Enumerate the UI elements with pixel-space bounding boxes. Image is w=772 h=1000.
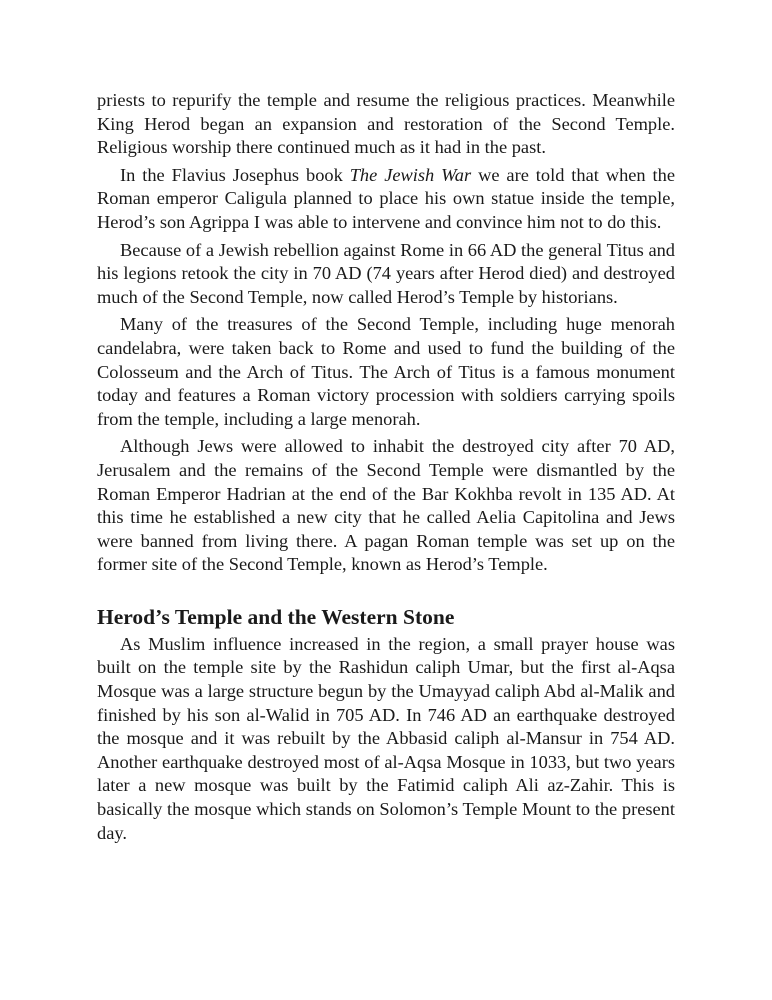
book-title-the-jewish-war: The Jewish War bbox=[349, 164, 472, 185]
paragraph-al-aqsa-mosque: As Muslim influence increased in the region, a small prayer house was built on the temple site by the Rashidun caliph Umar, but the first al-Aqsa Mosque was a large structure begun by the Umayyad caliph Abd al-Malik and finished by his son al-Walid in 705 AD. In 746 AD an earthquake destroyed the mosque and it was rebuilt by the Abbasid caliph al-Mansur in 754 AD. Another earthquake destroyed most of al-Aqsa Mosque in 1033, but two years later a new mosque was built by the Fatimid caliph Ali az-Zahir. This is basically the mosque which stands on Solomon’s Temple Mount to the present day. bbox=[97, 633, 675, 843]
paragraph-josephus-text-start: In the Flavius Josephus book bbox=[120, 164, 350, 185]
book-page bbox=[97, 89, 675, 845]
section-heading: Herod’s Temple and the Western Stone bbox=[97, 604, 455, 629]
paragraph-temple-treasures: Many of the treasures of the Second Temple, including huge menorah candelabra, were taken back to Rome and used to fund the building of the Colosseum and the Arch of Titus. The Arch of Titus is a famous monument today and features a Roman victory procession with soldiers carrying spoils from the temple, including a large menorah. bbox=[97, 314, 675, 429]
paragraph-josephus bbox=[97, 164, 675, 235]
paragraph-hadrian: Although Jews were allowed to inhabit the destroyed city after 70 AD, Jerusalem and the remains of the Second Temple were dismantled by the Roman Emperor Hadrian at the end of the Bar Kokhba revolt in 135 AD. At this time he established a new city that he called Aelia Capitolina and Jews were banned from living there. A pagan Roman temple was set up on the former site of the Second Temple, known as Herod’s Temple. bbox=[97, 436, 675, 575]
paragraph-priests-repurify: priests to repurify the temple and resume the religious practices. Meanwhile King Herod began an expansion and restoration of the Second Temple. Religious worship there continued much as it had in the past. bbox=[97, 90, 675, 158]
paragraph-jewish-rebellion: Because of a Jewish rebellion against Rome in 66 AD the general Titus and his legions retook the city in 70 AD (74 years after Herod died) and destroyed much of the Second Temple, now called Herod’s Temple by historians. bbox=[97, 239, 675, 307]
paragraph-josephus-text-end: we are told that when the Roman emperor Caligula planned to place his own statue inside the temple, Herod’s son Agrippa I was able to intervene and convince him not to do this. bbox=[97, 164, 675, 232]
